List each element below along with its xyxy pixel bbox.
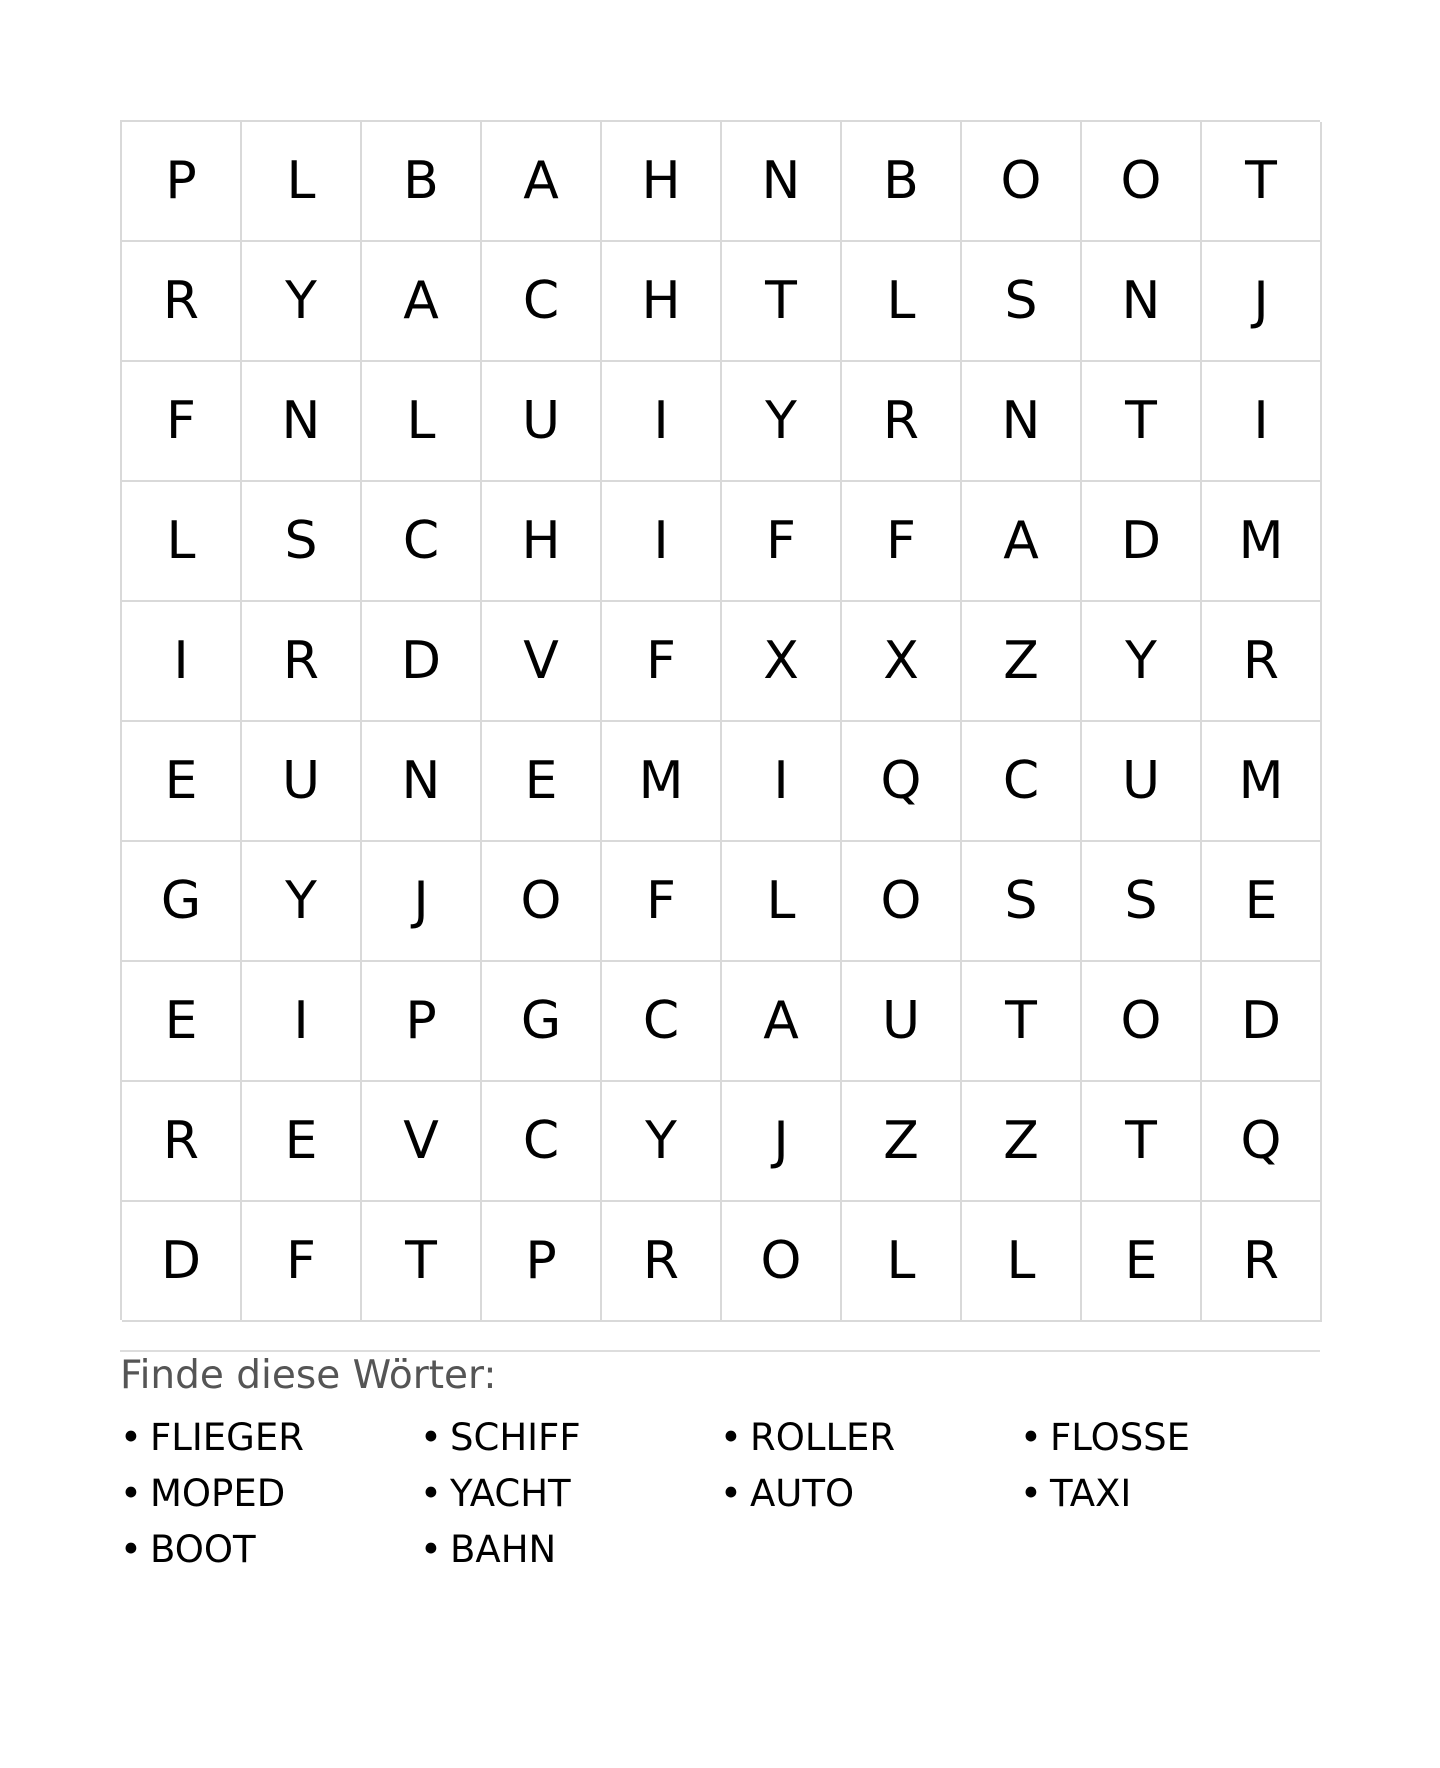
grid-cell[interactable]: J	[1202, 242, 1322, 362]
grid-cell[interactable]: O	[1082, 122, 1202, 242]
grid-cell[interactable]: L	[962, 1202, 1082, 1322]
grid-cell[interactable]: J	[362, 842, 482, 962]
grid-cell[interactable]: I	[602, 362, 722, 482]
grid-cell[interactable]: C	[482, 242, 602, 362]
grid-cell[interactable]: U	[482, 362, 602, 482]
grid-cell[interactable]: S	[962, 842, 1082, 962]
word-label: TAXI	[1050, 1472, 1132, 1515]
grid-cell[interactable]: A	[962, 482, 1082, 602]
grid-cell[interactable]: E	[122, 962, 242, 1082]
grid-cell[interactable]: E	[482, 722, 602, 842]
grid-cell[interactable]: M	[602, 722, 722, 842]
bullet-icon: •	[120, 1416, 142, 1459]
grid-cell[interactable]: Q	[1202, 1082, 1322, 1202]
word-list-item	[1020, 1466, 1320, 1522]
word-label: MOPED	[150, 1472, 286, 1515]
grid-cell[interactable]: N	[242, 362, 362, 482]
word-label: ROLLER	[750, 1416, 896, 1459]
grid-cell[interactable]: J	[722, 1082, 842, 1202]
word-list-heading: Finde diese Wörter:	[120, 1353, 497, 1398]
grid-cell[interactable]: Y	[722, 362, 842, 482]
grid-cell[interactable]: N	[962, 362, 1082, 482]
bullet-icon: •	[720, 1472, 742, 1515]
grid-cell[interactable]: F	[722, 482, 842, 602]
grid-cell[interactable]: P	[482, 1202, 602, 1322]
grid-cell[interactable]: G	[122, 842, 242, 962]
grid-cell[interactable]: A	[362, 242, 482, 362]
grid-cell[interactable]: H	[482, 482, 602, 602]
word-label: AUTO	[750, 1472, 855, 1515]
word-label: YACHT	[450, 1472, 571, 1515]
word-label: FLIEGER	[150, 1416, 304, 1459]
word-list-item	[120, 1466, 420, 1522]
grid-cell[interactable]: O	[722, 1202, 842, 1322]
grid-cell[interactable]: L	[722, 842, 842, 962]
grid-cell[interactable]: I	[722, 722, 842, 842]
grid-cell[interactable]: Q	[842, 722, 962, 842]
grid-cell[interactable]: H	[602, 242, 722, 362]
bullet-icon: •	[1020, 1472, 1042, 1515]
grid-cell[interactable]: R	[1202, 602, 1322, 722]
grid-cell[interactable]: R	[122, 1082, 242, 1202]
grid-cell[interactable]: X	[842, 602, 962, 722]
grid-cell[interactable]: G	[482, 962, 602, 1082]
bullet-icon: •	[120, 1528, 142, 1571]
grid-cell[interactable]: L	[842, 1202, 962, 1322]
grid-cell[interactable]: R	[122, 242, 242, 362]
grid-cell[interactable]: V	[482, 602, 602, 722]
grid-cell[interactable]: C	[482, 1082, 602, 1202]
grid-cell[interactable]: Y	[602, 1082, 722, 1202]
grid-cell[interactable]: Z	[962, 602, 1082, 722]
grid-cell[interactable]: T	[1202, 122, 1322, 242]
grid-cell[interactable]: S	[1082, 842, 1202, 962]
grid-cell[interactable]: R	[602, 1202, 722, 1322]
grid-cell[interactable]: N	[1082, 242, 1202, 362]
grid-cell[interactable]: P	[362, 962, 482, 1082]
word-list-item	[420, 1410, 720, 1466]
grid-cell[interactable]: T	[362, 1202, 482, 1322]
grid-cell[interactable]: I	[602, 482, 722, 602]
grid-cell[interactable]: F	[242, 1202, 362, 1322]
bullet-icon: •	[720, 1416, 742, 1459]
word-list-item	[420, 1466, 720, 1522]
grid-cell[interactable]: D	[1202, 962, 1322, 1082]
grid-cell[interactable]: T	[1082, 1082, 1202, 1202]
grid-cell[interactable]: O	[1082, 962, 1202, 1082]
grid-cell[interactable]: L	[242, 122, 362, 242]
grid-cell[interactable]: F	[842, 482, 962, 602]
grid-cell[interactable]: F	[602, 602, 722, 722]
grid-cell[interactable]: D	[122, 1202, 242, 1322]
grid-cell[interactable]: B	[362, 122, 482, 242]
grid-cell[interactable]: N	[362, 722, 482, 842]
grid-cell[interactable]: U	[842, 962, 962, 1082]
bullet-icon: •	[1020, 1416, 1042, 1459]
grid-cell[interactable]: D	[1082, 482, 1202, 602]
grid-cell[interactable]: M	[1202, 482, 1322, 602]
grid-cell[interactable]: E	[1082, 1202, 1202, 1322]
grid-cell[interactable]: T	[962, 962, 1082, 1082]
grid-cell[interactable]: N	[722, 122, 842, 242]
grid-cell[interactable]: L	[362, 362, 482, 482]
grid-cell[interactable]: F	[602, 842, 722, 962]
word-list-item	[1020, 1410, 1320, 1466]
grid-cell[interactable]: O	[962, 122, 1082, 242]
grid-cell[interactable]: A	[722, 962, 842, 1082]
grid-cell[interactable]: E	[1202, 842, 1322, 962]
grid-cell[interactable]: Y	[1082, 602, 1202, 722]
grid-cell[interactable]: V	[362, 1082, 482, 1202]
grid-cell[interactable]: I	[242, 962, 362, 1082]
grid-cell[interactable]: H	[602, 122, 722, 242]
bullet-icon: •	[420, 1472, 442, 1515]
grid-cell[interactable]: T	[1082, 362, 1202, 482]
grid-cell[interactable]: L	[842, 242, 962, 362]
grid-cell[interactable]: S	[962, 242, 1082, 362]
word-list-item	[420, 1522, 720, 1578]
grid-cell[interactable]: O	[842, 842, 962, 962]
word-list-item	[120, 1522, 420, 1578]
grid-cell[interactable]: R	[842, 362, 962, 482]
grid-cell[interactable]: C	[362, 482, 482, 602]
grid-cell[interactable]: D	[362, 602, 482, 722]
grid-cell[interactable]: A	[482, 122, 602, 242]
word-list-item	[720, 1466, 1020, 1522]
grid-cell[interactable]: E	[242, 1082, 362, 1202]
word-label: FLOSSE	[1050, 1416, 1191, 1459]
grid-cell[interactable]: R	[1202, 1202, 1322, 1322]
grid-cell[interactable]: C	[602, 962, 722, 1082]
grid-cell[interactable]: M	[1202, 722, 1322, 842]
grid-cell[interactable]: C	[962, 722, 1082, 842]
word-list-item	[120, 1410, 420, 1466]
bullet-icon: •	[420, 1528, 442, 1571]
bullet-icon: •	[120, 1472, 142, 1515]
word-label: SCHIFF	[450, 1416, 581, 1459]
grid-cell[interactable]: T	[722, 242, 842, 362]
bullet-icon: •	[420, 1416, 442, 1459]
grid-cell[interactable]: Z	[842, 1082, 962, 1202]
grid-cell[interactable]: S	[242, 482, 362, 602]
word-label: BAHN	[450, 1528, 557, 1571]
grid-cell[interactable]: P	[122, 122, 242, 242]
grid-cell[interactable]: U	[1082, 722, 1202, 842]
grid-cell[interactable]: I	[1202, 362, 1322, 482]
grid-cell[interactable]: Y	[242, 842, 362, 962]
grid-cell[interactable]: I	[122, 602, 242, 722]
grid-cell[interactable]: B	[842, 122, 962, 242]
word-list	[120, 1410, 1320, 1578]
grid-cell[interactable]: U	[242, 722, 362, 842]
grid-cell[interactable]: Z	[962, 1082, 1082, 1202]
grid-cell[interactable]: Y	[242, 242, 362, 362]
letter-grid	[120, 120, 1320, 1320]
grid-cell[interactable]: O	[482, 842, 602, 962]
word-list-item	[720, 1410, 1020, 1466]
grid-cell[interactable]: F	[122, 362, 242, 482]
grid-cell[interactable]: R	[242, 602, 362, 722]
grid-cell[interactable]: E	[122, 722, 242, 842]
word-label: BOOT	[150, 1528, 256, 1571]
grid-cell[interactable]: L	[122, 482, 242, 602]
grid-cell[interactable]: X	[722, 602, 842, 722]
